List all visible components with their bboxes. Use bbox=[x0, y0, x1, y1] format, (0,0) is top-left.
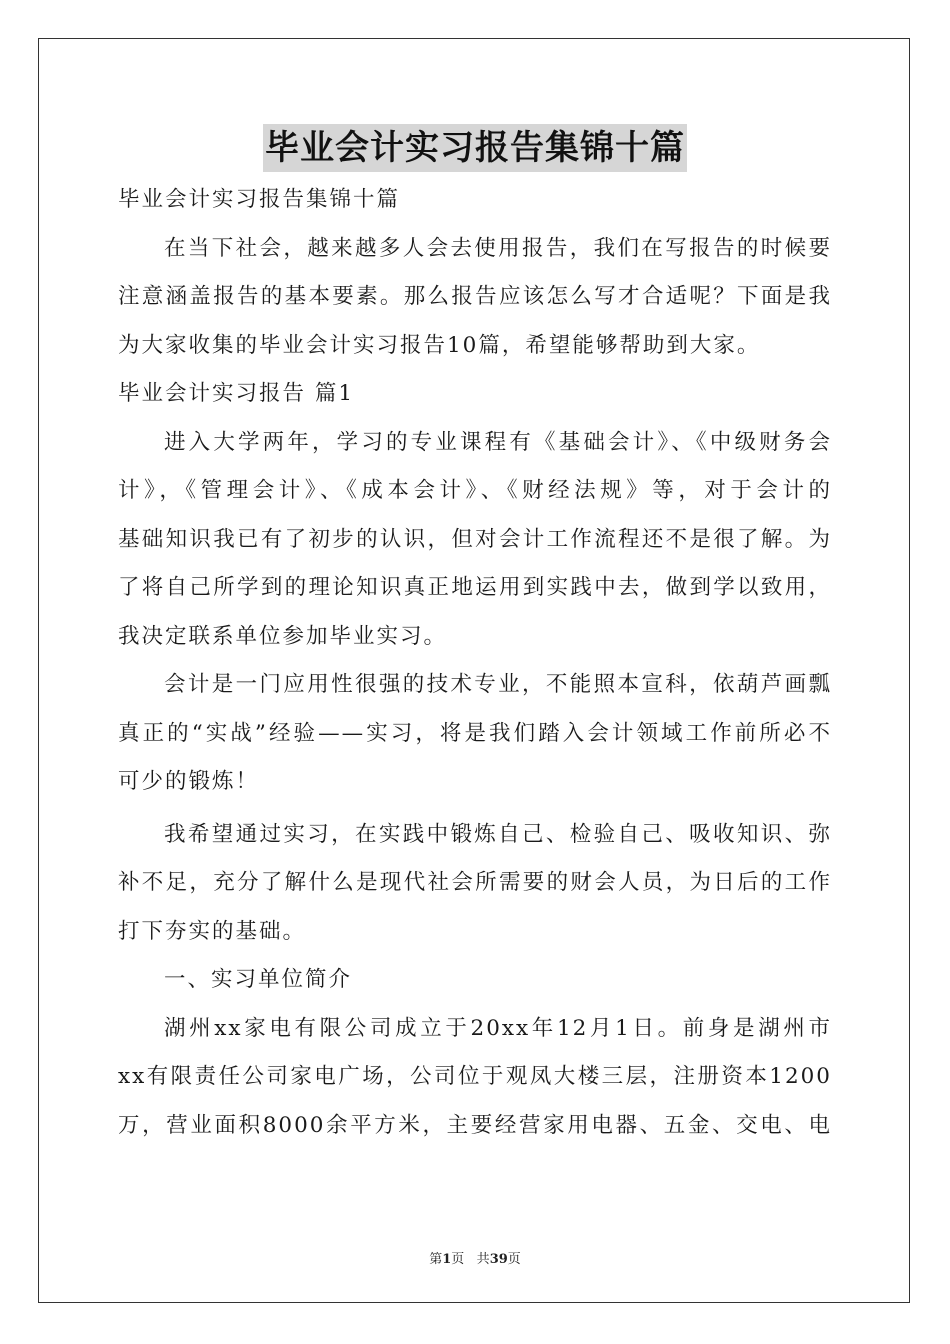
paragraph-line: 在当下社会，越来越多人会去使用报告，我们在写报告的时候要 bbox=[164, 235, 832, 261]
section-heading: 毕业会计实习报告 篇1 bbox=[118, 381, 355, 406]
paragraph-line: 会计是一门应用性很强的技术专业，不能照本宣科，依葫芦画瓢 bbox=[164, 672, 832, 697]
paragraph-line: 补不足，充分了解什么是现代社会所需要的财会人员，为日后的工作 bbox=[118, 870, 832, 895]
total-label-post: 页 bbox=[507, 1252, 521, 1267]
paragraph-line: 基础知识我已有了初步的认识，但对会计工作流程还不是很了解。为 bbox=[118, 526, 832, 552]
subtitle-line: 毕业会计实习报告集锦十篇 bbox=[118, 187, 401, 212]
paragraph-line: 计》，《管理会计》、《成本会计》、《财经法规》等，对于会计的 bbox=[118, 478, 832, 503]
paragraph-line: 我希望通过实习，在实践中锻炼自己、检验自己、吸收知识、弥 bbox=[164, 821, 832, 847]
page-number: 1 bbox=[442, 1252, 452, 1267]
paragraph-line: 真正的“实战”经验——实习，将是我们踏入会计领域工作前所必不 bbox=[118, 720, 832, 746]
paragraph-line: xx有限责任公司家电广场，公司位于观凤大楼三层，注册资本1200 bbox=[118, 1064, 832, 1089]
document-body bbox=[118, 176, 832, 1150]
title-wrap bbox=[0, 124, 950, 172]
page-footer bbox=[0, 1248, 950, 1267]
section-heading: 一、实习单位简介 bbox=[164, 967, 353, 992]
paragraph-line: 我决定联系单位参加毕业实习。 bbox=[118, 623, 448, 649]
page-label-pre: 第 bbox=[429, 1252, 443, 1267]
paragraph-line: 打下夯实的基础。 bbox=[118, 918, 307, 944]
total-label-pre: 共 bbox=[476, 1252, 490, 1267]
document-title: 毕业会计实习报告集锦十篇 bbox=[263, 124, 687, 172]
paragraph-line: 了将自己所学到的理论知识真正地运用到实践中去，做到学以致用， bbox=[118, 575, 832, 600]
paragraph-line: 为大家收集的毕业会计实习报告10篇，希望能够帮助到大家。 bbox=[118, 332, 761, 358]
paragraph-line: 湖州xx家电有限公司成立于20xx年12月1日。前身是湖州市 bbox=[164, 1015, 832, 1041]
paragraph-line: 注意涵盖报告的基本要素。那么报告应该怎么写才合适呢？下面是我 bbox=[118, 284, 832, 309]
paragraph-line: 可少的锻炼！ bbox=[118, 769, 260, 794]
total-pages: 39 bbox=[489, 1252, 508, 1267]
page-label-post: 页 bbox=[451, 1252, 465, 1267]
paragraph-line: 万，营业面积8000余平方米，主要经营家用电器、五金、交电、电 bbox=[118, 1112, 832, 1138]
paragraph-line: 进入大学两年，学习的专业课程有《基础会计》、《中级财务会 bbox=[164, 429, 832, 455]
